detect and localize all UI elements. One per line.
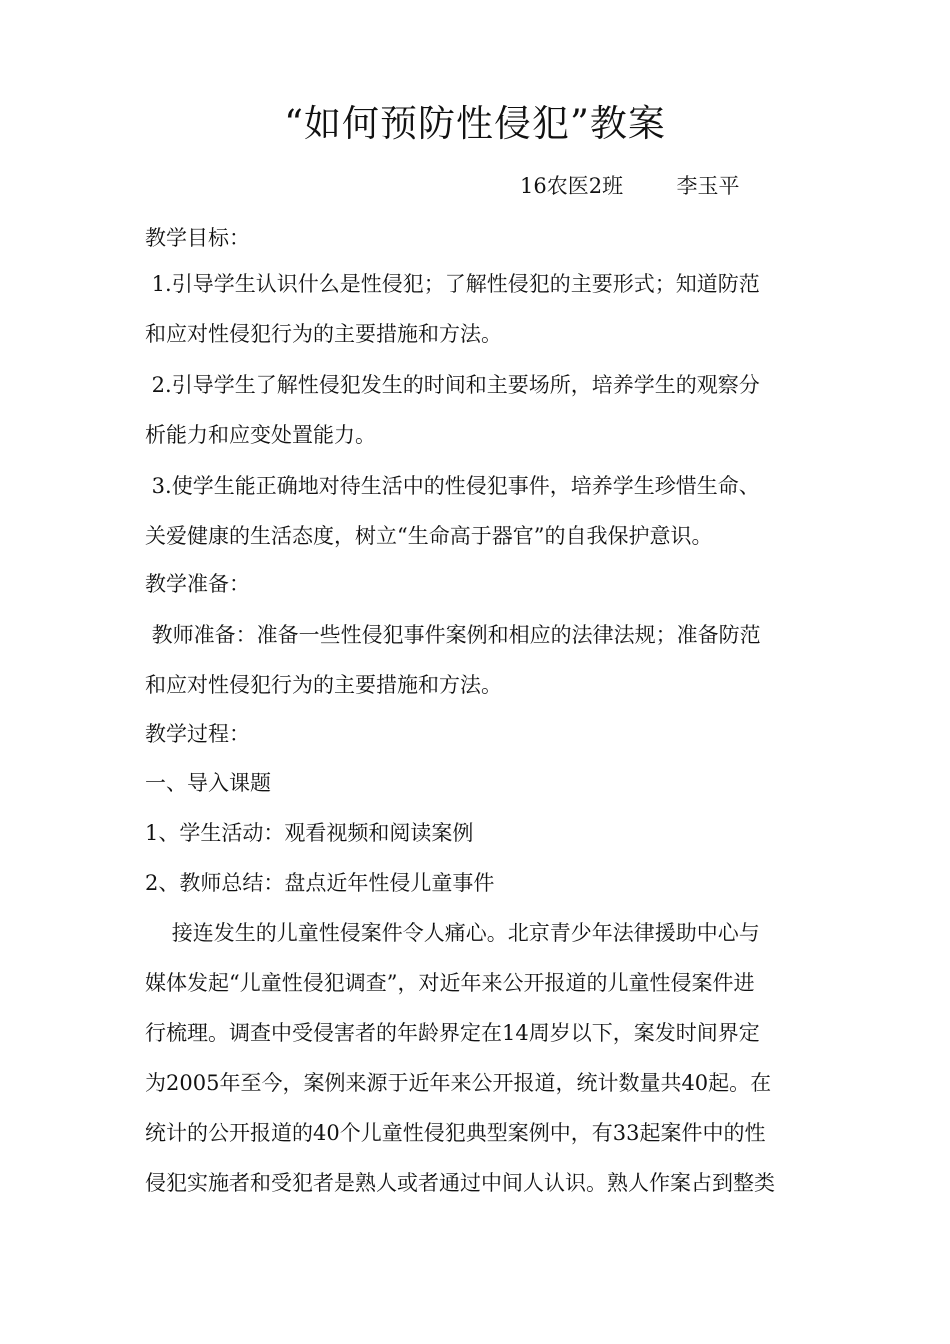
text-line: 和应对性侵犯行为的主要措施和方法。	[145, 322, 502, 346]
text-line: 统计的公开报道的40个儿童性侵犯典型案例中，有33起案件中的性	[145, 1121, 766, 1145]
list-item: 2、教师总结：盘点近年性侵儿童事件	[145, 871, 495, 895]
text-line: 1.引导学生认识什么是性侵犯；了解性侵犯的主要形式；知道防范	[145, 272, 760, 296]
text-line: 2.引导学生了解性侵犯发生的时间和主要场所，培养学生的观察分	[145, 373, 760, 397]
text-line: 和应对性侵犯行为的主要措施和方法。	[145, 673, 502, 697]
list-item: 1、学生活动：观看视频和阅读案例	[145, 821, 474, 845]
text-line: 析能力和应变处置能力。	[145, 423, 376, 447]
text-line: 侵犯实施者和受犯者是熟人或者通过中间人认识。熟人作案占到整类	[145, 1171, 775, 1195]
author-byline: 16农医2班 李玉平	[520, 174, 740, 198]
text-line: 教师准备：准备一些性侵犯事件案例和相应的法律法规；准备防范	[145, 623, 761, 647]
heading-preparation: 教学准备：	[145, 572, 250, 596]
text-line: 媒体发起“儿童性侵犯调查”，对近年来公开报道的儿童性侵案件进	[145, 971, 755, 995]
text-line: 行梳理。调查中受侵害者的年龄界定在14周岁以下，案发时间界定	[145, 1021, 760, 1045]
heading-process: 教学过程：	[145, 722, 250, 746]
document-title: “如何预防性侵犯”教案	[284, 102, 666, 145]
text-line: 接连发生的儿童性侵案件令人痛心。北京青少年法律援助中心与	[145, 921, 760, 945]
heading-objectives: 教学目标：	[145, 226, 250, 250]
section-heading: 一、导入课题	[145, 771, 271, 795]
text-line: 关爱健康的生活态度，树立“生命高于器官”的自我保护意识。	[145, 524, 713, 548]
text-line: 3.使学生能正确地对待生活中的性侵犯事件，培养学生珍惜生命、	[145, 474, 760, 498]
text-line: 为2005年至今，案例来源于近年来公开报道，统计数量共40起。在	[145, 1071, 772, 1095]
